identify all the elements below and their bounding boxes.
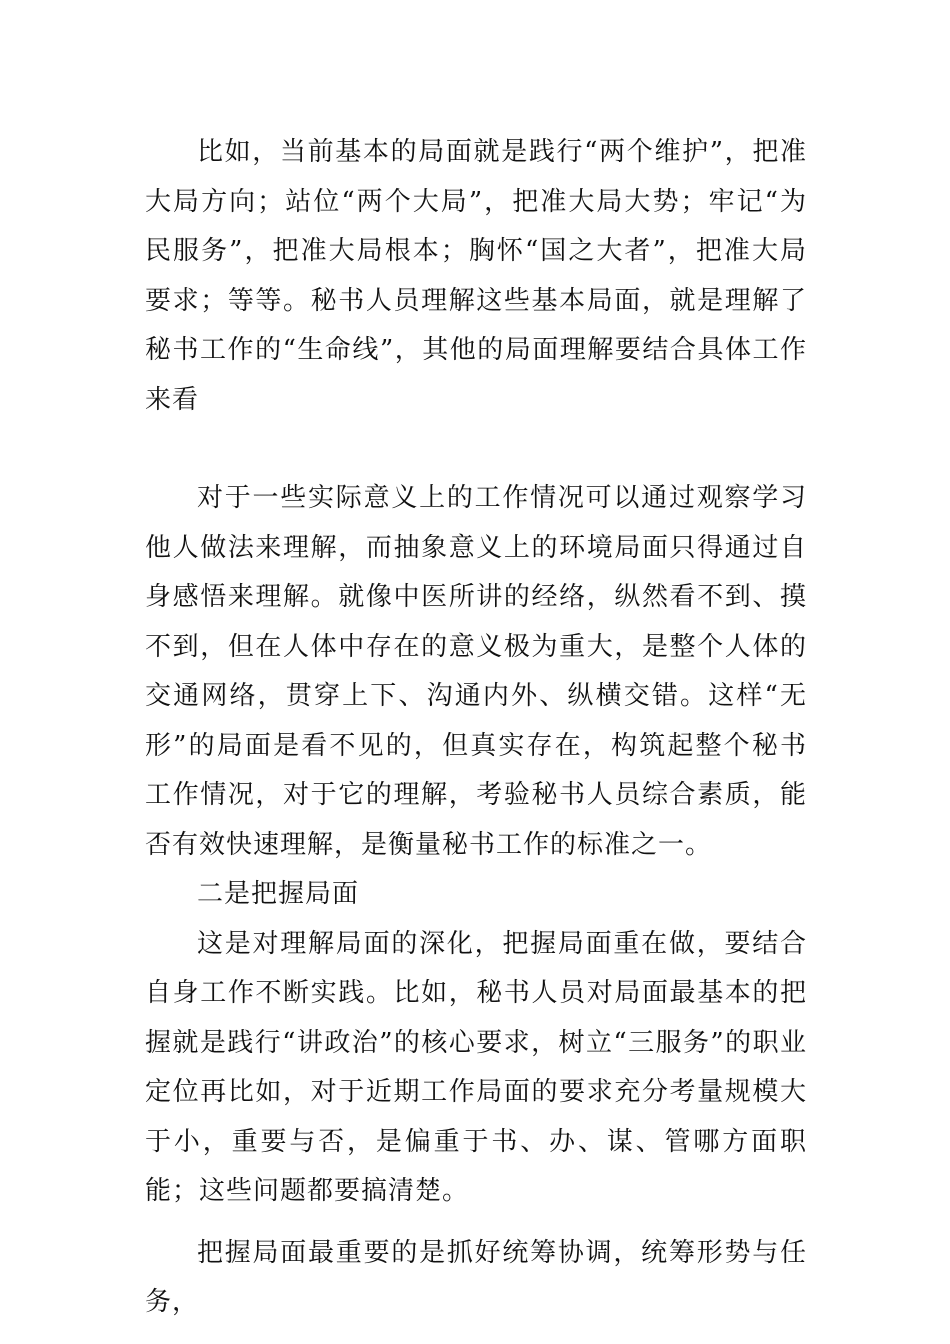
paragraph-4: 把握局面最重要的是抓好统筹协调，统筹形势与任务， — [145, 1237, 807, 1317]
paragraph-1: 比如，当前基本的局面就是践行“两个维护”，把准大局方向；站位“两个大局”，把准大局大势；牢记“为民服务”，把准大局根本；胸怀“国之大者”，把准大局要求；等等。秘书人员理解这些基本局面，就是理解了秘书工作的“生命线”，其他的局面理解要结合具体工作来看 — [145, 137, 807, 415]
paragraph-gap — [145, 1217, 807, 1229]
paragraph-3: 这是对理解局面的深化，把握局面重在做，要结合自身工作不断实践。比如，秘书人员对局面最基本的把握就是践行“讲政治”的核心要求，树立“三服务”的职业定位再比如，对于近期工作局面的要求充分考量规模大于小，重要与否，是偏重于书、办、谋、管哪方面职能；这些问题都要搞清楚。 — [145, 928, 807, 1206]
paragraph-gap — [145, 425, 807, 474]
section-heading: 二是把握局面 — [197, 879, 360, 909]
document-body — [145, 128, 807, 1328]
paragraph-2: 对于一些实际意义上的工作情况可以通过观察学习他人做法来理解，而抽象意义上的环境局面只得通过自身感悟来理解。就像中医所讲的经络，纵然看不到、摸不到，但在人体中存在的意义极为重大，是整个人体的交通网络，贯穿上下、沟通内外、纵横交错。这样“无形”的局面是看不见的，但真实存在，构筑起整个秘书工作情况，对于它的理解，考验秘书人员综合素质，能否有效快速理解，是衡量秘书工作的标准之一。 — [145, 483, 807, 860]
